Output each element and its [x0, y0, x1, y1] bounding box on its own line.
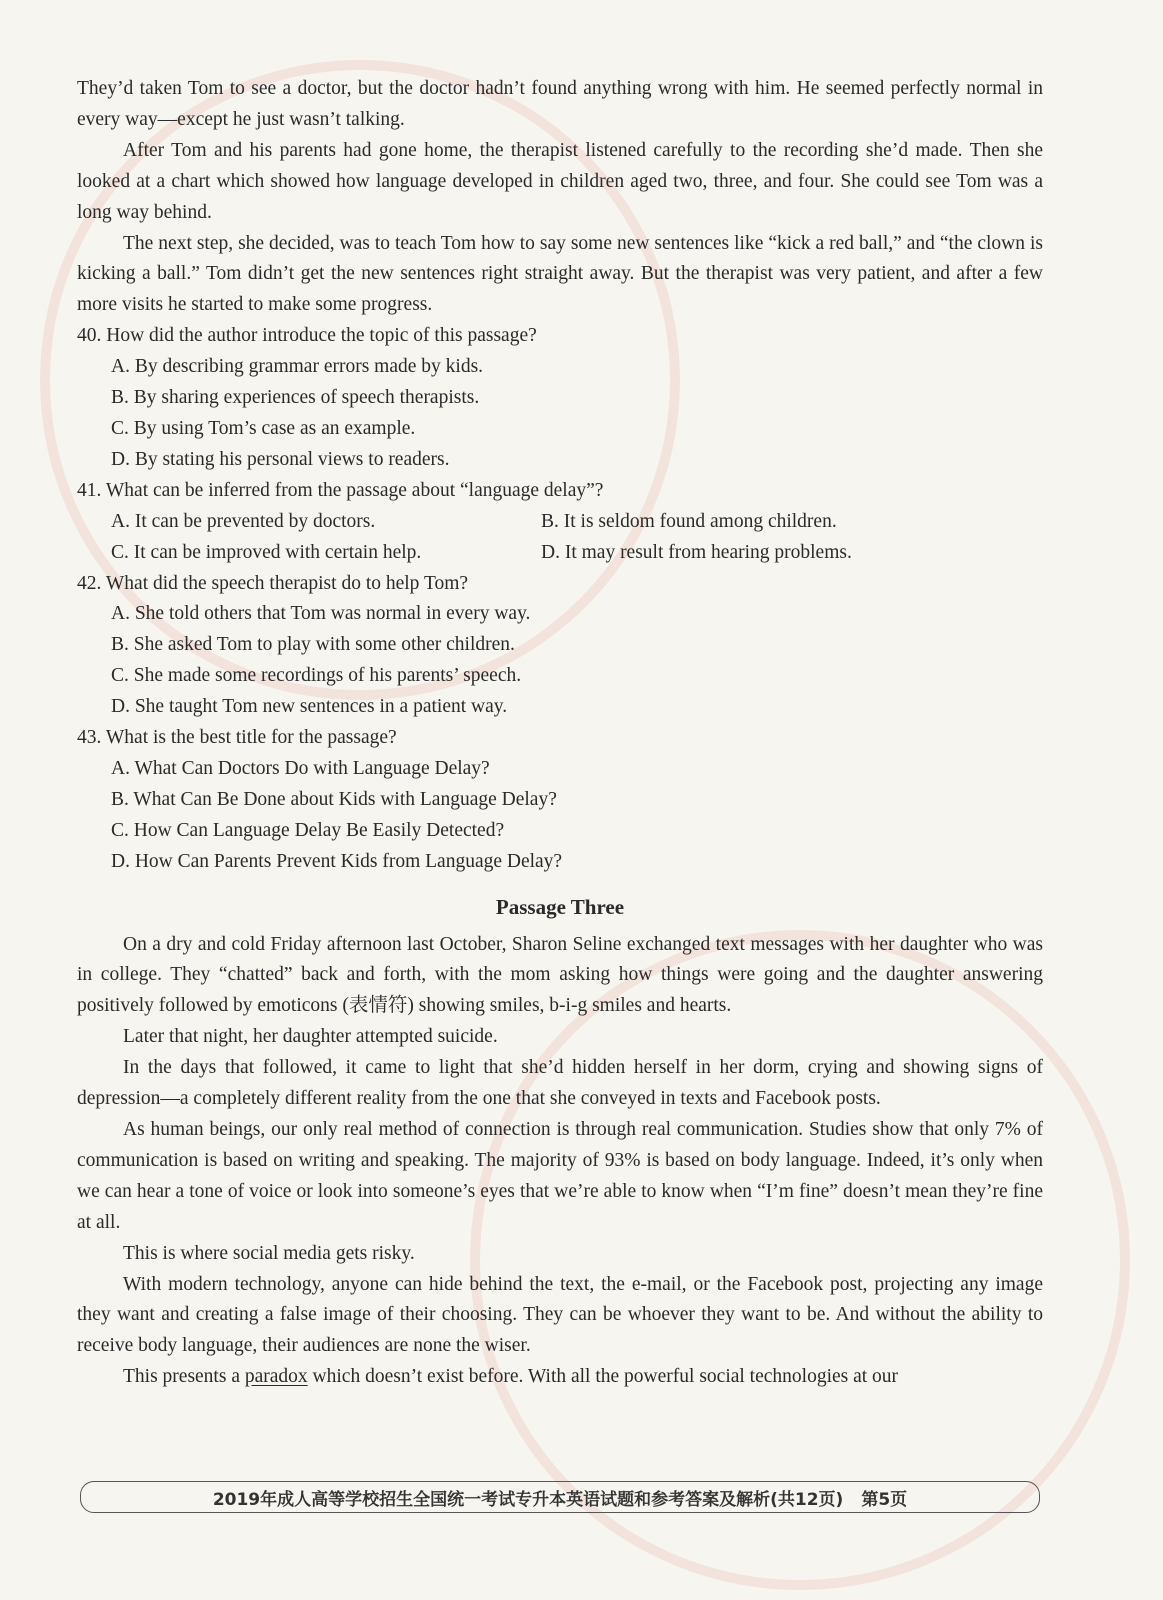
- question-text: 40. How did the author introduce the topic of this passage?: [77, 325, 537, 347]
- option-a: A. It can be prevented by doctors.: [111, 510, 376, 532]
- option-row: [111, 538, 1043, 569]
- page-footer: [80, 1481, 1040, 1513]
- paragraph: They’d taken Tom to see a doctor, but the doctor hadn’t found anything wrong with him. He seemed perfectly normal in every way—except he just wasn’t talking.: [77, 78, 1043, 130]
- option-row: [111, 507, 1043, 538]
- paragraph: With modern technology, anyone can hide behind the text, the e-mail, or the Facebook post, projecting any image they want and creating a false image of their choosing. They can be whoever they want to be. And without the ability to receive body language, their audiences are none the wiser.: [77, 1273, 1043, 1357]
- option-d: D. By stating his personal views to readers.: [111, 448, 450, 470]
- paragraph: This is where social media gets risky.: [123, 1242, 415, 1264]
- option-c: C. By using Tom’s case as an example.: [111, 417, 416, 439]
- option-b: B. What Can Be Done about Kids with Language Delay?: [111, 788, 557, 810]
- option-d: D. How Can Parents Prevent Kids from Language Delay?: [111, 850, 563, 872]
- paragraph: On a dry and cold Friday afternoon last October, Sharon Seline exchanged text messages with her daughter who was in college. They “chatted” back and forth, with the mom asking how things were going and the daughter answering positively followed by emoticons (表情符) showing smiles, b-i-g smiles and hearts.: [77, 933, 1043, 1017]
- option-d: D. It may result from hearing problems.: [541, 541, 852, 563]
- paragraph: Later that night, her daughter attempted suicide.: [123, 1026, 498, 1048]
- option-a: A. By describing grammar errors made by kids.: [111, 356, 484, 378]
- paragraph: As human beings, our only real method of connection is through real communication. Studies show that only 7% of communication is based on writing and speaking. The majority of 93% is based on body language. Indeed, it’s only when we can hear a tone of voice or look into someone’s eyes that we’re able to know when “I’m fine” doesn’t mean they’re fine at all.: [77, 1119, 1043, 1233]
- paragraph: The next step, she decided, was to teach Tom how to say some new sentences like “kick a red ball,” and “the clown is kicking a ball.” Tom didn’t get the new sentences right straight away. But the therapist was very patient, and after a few more visits he started to make some progress.: [77, 232, 1043, 316]
- question-text: 41. What can be inferred from the passage about “language delay”?: [77, 479, 604, 501]
- question-text: 42. What did the speech therapist do to help Tom?: [77, 572, 469, 594]
- passage-heading: Passage Three: [495, 894, 625, 919]
- question-42: [77, 569, 1043, 724]
- question-40: [77, 321, 1043, 476]
- option-b: B. By sharing experiences of speech therapists.: [111, 387, 480, 409]
- question-43: [77, 723, 1043, 878]
- paragraph: In the days that followed, it came to light that she’d hidden herself in her dorm, crying and showing signs of depression—a completely different reality from the one that she conveyed in texts and Facebook posts.: [77, 1057, 1043, 1110]
- text-run: This presents a: [123, 1366, 245, 1388]
- question-text: 43. What is the best title for the passage?: [77, 727, 397, 749]
- question-41: [77, 476, 1043, 569]
- option-c: C. It can be improved with certain help.: [111, 541, 422, 563]
- underlined-word: paradox: [244, 1366, 308, 1388]
- option-b: B. It is seldom found among children.: [541, 510, 837, 532]
- option-c: C. She made some recordings of his parents’ speech.: [111, 665, 522, 687]
- footer-title: 2019年成人高等学校招生全国统一考试专升本英语试题和参考答案及解析(共12页): [212, 1489, 844, 1510]
- option-d: D. She taught Tom new sentences in a patient way.: [111, 696, 508, 718]
- paragraph: [77, 1362, 1043, 1393]
- option-c: C. How Can Language Delay Be Easily Detected?: [111, 819, 505, 841]
- page-content: [77, 74, 1043, 1393]
- paragraph: After Tom and his parents had gone home, the therapist listened carefully to the recording she’d made. Then she looked at a chart which showed how language developed in children aged two, three, and four. She could see Tom was a long way behind.: [77, 139, 1043, 223]
- option-a: A. What Can Doctors Do with Language Delay?: [111, 757, 490, 779]
- option-a: A. She told others that Tom was normal in every way.: [111, 603, 531, 625]
- page-number: 第5页: [861, 1489, 908, 1510]
- option-b: B. She asked Tom to play with some other children.: [111, 634, 515, 656]
- text-run: which doesn’t exist before. With all the powerful social technologies at our: [307, 1366, 899, 1388]
